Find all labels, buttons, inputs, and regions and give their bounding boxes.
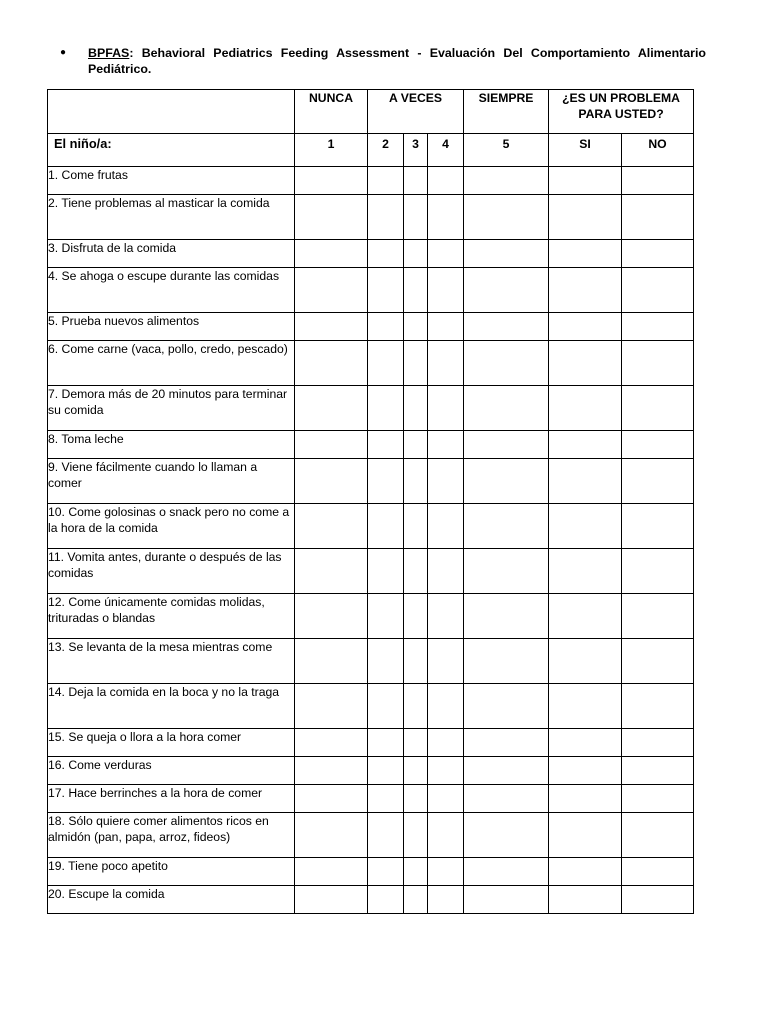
answer-2-cell[interactable] bbox=[368, 459, 404, 504]
question-text: 15. Se queja o llora a la hora comer bbox=[48, 729, 295, 757]
answer-3-cell[interactable] bbox=[404, 813, 428, 858]
answer-3-cell[interactable] bbox=[404, 684, 428, 729]
scale-si: SI bbox=[549, 134, 622, 167]
heading-text bbox=[88, 45, 706, 77]
question-row bbox=[48, 195, 694, 240]
answer-2-cell[interactable] bbox=[368, 240, 404, 268]
answer-1-cell[interactable] bbox=[295, 240, 368, 268]
answer-4-cell[interactable] bbox=[428, 684, 464, 729]
question-row bbox=[48, 757, 694, 785]
child-label: El niño/a: bbox=[48, 134, 295, 167]
answer-4-cell[interactable] bbox=[428, 858, 464, 886]
answer-5-cell[interactable] bbox=[464, 757, 549, 785]
header-row-frequency bbox=[48, 90, 694, 134]
answer-1-cell[interactable] bbox=[295, 813, 368, 858]
answer-1-cell[interactable] bbox=[295, 341, 368, 386]
scale-2: 2 bbox=[368, 134, 404, 167]
answer-1-cell[interactable] bbox=[295, 167, 368, 195]
answer-3-cell[interactable] bbox=[404, 195, 428, 240]
answer-si-cell[interactable] bbox=[549, 313, 622, 341]
answer-1-cell[interactable] bbox=[295, 313, 368, 341]
answer-3-cell[interactable] bbox=[404, 886, 428, 914]
answer-3-cell[interactable] bbox=[404, 459, 428, 504]
answer-5-cell[interactable] bbox=[464, 504, 549, 549]
question-row bbox=[48, 886, 694, 914]
answer-4-cell[interactable] bbox=[428, 459, 464, 504]
answer-2-cell[interactable] bbox=[368, 858, 404, 886]
answer-1-cell[interactable] bbox=[295, 785, 368, 813]
answer-4-cell[interactable] bbox=[428, 886, 464, 914]
answer-no-cell[interactable] bbox=[622, 729, 694, 757]
answer-5-cell[interactable] bbox=[464, 431, 549, 459]
question-text: 8. Toma leche bbox=[48, 431, 295, 459]
answer-4-cell[interactable] bbox=[428, 431, 464, 459]
answer-5-cell[interactable] bbox=[464, 167, 549, 195]
answer-si-cell[interactable] bbox=[549, 268, 622, 313]
header-a-veces: A VECES bbox=[368, 90, 464, 134]
answer-5-cell[interactable] bbox=[464, 549, 549, 594]
answer-3-cell[interactable] bbox=[404, 858, 428, 886]
answer-3-cell[interactable] bbox=[404, 386, 428, 431]
answer-1-cell[interactable] bbox=[295, 195, 368, 240]
answer-no-cell[interactable] bbox=[622, 313, 694, 341]
heading-title: : Behavioral Pediatrics Feeding Assessment - Evaluación Del Comportamiento Alimentario Pediátrico. bbox=[88, 46, 706, 76]
answer-4-cell[interactable] bbox=[428, 549, 464, 594]
answer-si-cell[interactable] bbox=[549, 684, 622, 729]
answer-5-cell[interactable] bbox=[464, 886, 549, 914]
heading-abbreviation: BPFAS bbox=[88, 46, 130, 60]
answer-si-cell[interactable] bbox=[549, 757, 622, 785]
answer-2-cell[interactable] bbox=[368, 594, 404, 639]
answer-4-cell[interactable] bbox=[428, 167, 464, 195]
answer-2-cell[interactable] bbox=[368, 757, 404, 785]
answer-5-cell[interactable] bbox=[464, 313, 549, 341]
answer-4-cell[interactable] bbox=[428, 813, 464, 858]
question-text: 4. Se ahoga o escupe durante las comidas bbox=[48, 268, 295, 313]
answer-si-cell[interactable] bbox=[549, 639, 622, 684]
question-text: 1. Come frutas bbox=[48, 167, 295, 195]
answer-2-cell[interactable] bbox=[368, 268, 404, 313]
answer-no-cell[interactable] bbox=[622, 240, 694, 268]
answer-si-cell[interactable] bbox=[549, 459, 622, 504]
question-row bbox=[48, 549, 694, 594]
answer-2-cell[interactable] bbox=[368, 313, 404, 341]
answer-1-cell[interactable] bbox=[295, 504, 368, 549]
answer-no-cell[interactable] bbox=[622, 886, 694, 914]
answer-1-cell[interactable] bbox=[295, 757, 368, 785]
answer-2-cell[interactable] bbox=[368, 167, 404, 195]
question-row bbox=[48, 504, 694, 549]
answer-5-cell[interactable] bbox=[464, 785, 549, 813]
answer-4-cell[interactable] bbox=[428, 195, 464, 240]
answer-3-cell[interactable] bbox=[404, 785, 428, 813]
answer-si-cell[interactable] bbox=[549, 431, 622, 459]
answer-3-cell[interactable] bbox=[404, 729, 428, 757]
question-text: 16. Come verduras bbox=[48, 757, 295, 785]
question-text: 2. Tiene problemas al masticar la comida bbox=[48, 195, 295, 240]
answer-4-cell[interactable] bbox=[428, 504, 464, 549]
question-text: 14. Deja la comida en la boca y no la traga bbox=[48, 684, 295, 729]
answer-no-cell[interactable] bbox=[622, 268, 694, 313]
answer-si-cell[interactable] bbox=[549, 886, 622, 914]
question-text: 5. Prueba nuevos alimentos bbox=[48, 313, 295, 341]
question-row bbox=[48, 729, 694, 757]
header-siempre: SIEMPRE bbox=[464, 90, 549, 134]
scale-5: 5 bbox=[464, 134, 549, 167]
answer-2-cell[interactable] bbox=[368, 684, 404, 729]
answer-5-cell[interactable] bbox=[464, 858, 549, 886]
scale-4: 4 bbox=[428, 134, 464, 167]
answer-1-cell[interactable] bbox=[295, 684, 368, 729]
answer-5-cell[interactable] bbox=[464, 459, 549, 504]
question-text: 19. Tiene poco apetito bbox=[48, 858, 295, 886]
answer-1-cell[interactable] bbox=[295, 431, 368, 459]
answer-4-cell[interactable] bbox=[428, 341, 464, 386]
answer-1-cell[interactable] bbox=[295, 639, 368, 684]
question-row bbox=[48, 167, 694, 195]
question-text: 11. Vomita antes, durante o después de las comidas bbox=[48, 549, 295, 594]
answer-si-cell[interactable] bbox=[549, 785, 622, 813]
question-row bbox=[48, 268, 694, 313]
question-text: 10. Come golosinas o snack pero no come a la hora de la comida bbox=[48, 504, 295, 549]
question-row bbox=[48, 639, 694, 684]
answer-2-cell[interactable] bbox=[368, 729, 404, 757]
answer-si-cell[interactable] bbox=[549, 504, 622, 549]
answer-1-cell[interactable] bbox=[295, 886, 368, 914]
question-text: 7. Demora más de 20 minutos para terminar su comida bbox=[48, 386, 295, 431]
answer-no-cell[interactable] bbox=[622, 594, 694, 639]
answer-3-cell[interactable] bbox=[404, 240, 428, 268]
answer-si-cell[interactable] bbox=[549, 167, 622, 195]
answer-2-cell[interactable] bbox=[368, 195, 404, 240]
answer-no-cell[interactable] bbox=[622, 195, 694, 240]
answer-1-cell[interactable] bbox=[295, 729, 368, 757]
answer-3-cell[interactable] bbox=[404, 341, 428, 386]
answer-4-cell[interactable] bbox=[428, 313, 464, 341]
question-text: 12. Come únicamente comidas molidas, trituradas o blandas bbox=[48, 594, 295, 639]
header-row-scale bbox=[48, 134, 694, 167]
answer-4-cell[interactable] bbox=[428, 594, 464, 639]
answer-3-cell[interactable] bbox=[404, 431, 428, 459]
answer-2-cell[interactable] bbox=[368, 813, 404, 858]
answer-no-cell[interactable] bbox=[622, 386, 694, 431]
scale-no: NO bbox=[622, 134, 694, 167]
answer-3-cell[interactable] bbox=[404, 549, 428, 594]
answer-si-cell[interactable] bbox=[549, 240, 622, 268]
answer-5-cell[interactable] bbox=[464, 684, 549, 729]
bpfas-table bbox=[47, 89, 694, 914]
answer-5-cell[interactable] bbox=[464, 729, 549, 757]
answer-no-cell[interactable] bbox=[622, 431, 694, 459]
answer-no-cell[interactable] bbox=[622, 549, 694, 594]
answer-no-cell[interactable] bbox=[622, 813, 694, 858]
answer-1-cell[interactable] bbox=[295, 858, 368, 886]
answer-2-cell[interactable] bbox=[368, 886, 404, 914]
answer-4-cell[interactable] bbox=[428, 729, 464, 757]
question-row bbox=[48, 240, 694, 268]
answer-si-cell[interactable] bbox=[549, 386, 622, 431]
answer-5-cell[interactable] bbox=[464, 594, 549, 639]
scale-1: 1 bbox=[295, 134, 368, 167]
answer-3-cell[interactable] bbox=[404, 594, 428, 639]
answer-3-cell[interactable] bbox=[404, 504, 428, 549]
answer-2-cell[interactable] bbox=[368, 639, 404, 684]
answer-5-cell[interactable] bbox=[464, 813, 549, 858]
answer-no-cell[interactable] bbox=[622, 785, 694, 813]
bullet-icon: ● bbox=[60, 47, 67, 58]
answer-4-cell[interactable] bbox=[428, 268, 464, 313]
answer-3-cell[interactable] bbox=[404, 167, 428, 195]
answer-3-cell[interactable] bbox=[404, 313, 428, 341]
question-row bbox=[48, 785, 694, 813]
header-es-un-problema bbox=[549, 90, 694, 134]
answer-4-cell[interactable] bbox=[428, 785, 464, 813]
answer-2-cell[interactable] bbox=[368, 549, 404, 594]
answer-2-cell[interactable] bbox=[368, 386, 404, 431]
answer-3-cell[interactable] bbox=[404, 268, 428, 313]
answer-5-cell[interactable] bbox=[464, 639, 549, 684]
question-text: 6. Come carne (vaca, pollo, credo, pescado) bbox=[48, 341, 295, 386]
question-text: 13. Se levanta de la mesa mientras come bbox=[48, 639, 295, 684]
header-nunca: NUNCA bbox=[295, 90, 368, 134]
answer-5-cell[interactable] bbox=[464, 341, 549, 386]
answer-si-cell[interactable] bbox=[549, 195, 622, 240]
header-problema-line2: PARA USTED? bbox=[578, 107, 664, 121]
answer-2-cell[interactable] bbox=[368, 785, 404, 813]
answer-si-cell[interactable] bbox=[549, 858, 622, 886]
answer-si-cell[interactable] bbox=[549, 549, 622, 594]
question-row bbox=[48, 813, 694, 858]
question-text: 3. Disfruta de la comida bbox=[48, 240, 295, 268]
question-row bbox=[48, 386, 694, 431]
answer-5-cell[interactable] bbox=[464, 195, 549, 240]
question-row bbox=[48, 313, 694, 341]
question-row bbox=[48, 341, 694, 386]
answer-no-cell[interactable] bbox=[622, 757, 694, 785]
answer-si-cell[interactable] bbox=[549, 813, 622, 858]
answer-5-cell[interactable] bbox=[464, 268, 549, 313]
header-problema-line1: ¿ES UN PROBLEMA bbox=[562, 91, 680, 105]
answer-no-cell[interactable] bbox=[622, 167, 694, 195]
answer-si-cell[interactable] bbox=[549, 729, 622, 757]
answer-4-cell[interactable] bbox=[428, 639, 464, 684]
header-blank-cell bbox=[48, 90, 295, 134]
answer-1-cell[interactable] bbox=[295, 549, 368, 594]
answer-5-cell[interactable] bbox=[464, 240, 549, 268]
question-row bbox=[48, 459, 694, 504]
answer-si-cell[interactable] bbox=[549, 341, 622, 386]
answer-1-cell[interactable] bbox=[295, 594, 368, 639]
question-text: 18. Sólo quiere comer alimentos ricos en almidón (pan, papa, arroz, fideos) bbox=[48, 813, 295, 858]
answer-2-cell[interactable] bbox=[368, 504, 404, 549]
answer-no-cell[interactable] bbox=[622, 504, 694, 549]
answer-1-cell[interactable] bbox=[295, 459, 368, 504]
answer-4-cell[interactable] bbox=[428, 240, 464, 268]
answer-2-cell[interactable] bbox=[368, 431, 404, 459]
answer-3-cell[interactable] bbox=[404, 639, 428, 684]
answer-1-cell[interactable] bbox=[295, 268, 368, 313]
answer-no-cell[interactable] bbox=[622, 684, 694, 729]
question-text: 20. Escupe la comida bbox=[48, 886, 295, 914]
question-row bbox=[48, 684, 694, 729]
question-row bbox=[48, 431, 694, 459]
question-row bbox=[48, 858, 694, 886]
question-text: 17. Hace berrinches a la hora de comer bbox=[48, 785, 295, 813]
answer-1-cell[interactable] bbox=[295, 386, 368, 431]
question-text: 9. Viene fácilmente cuando lo llaman a comer bbox=[48, 459, 295, 504]
answer-no-cell[interactable] bbox=[622, 639, 694, 684]
answer-no-cell[interactable] bbox=[622, 459, 694, 504]
answer-4-cell[interactable] bbox=[428, 757, 464, 785]
answer-2-cell[interactable] bbox=[368, 341, 404, 386]
answer-3-cell[interactable] bbox=[404, 757, 428, 785]
answer-4-cell[interactable] bbox=[428, 386, 464, 431]
document-heading bbox=[60, 45, 706, 77]
answer-5-cell[interactable] bbox=[464, 386, 549, 431]
question-row bbox=[48, 594, 694, 639]
scale-3: 3 bbox=[404, 134, 428, 167]
answer-no-cell[interactable] bbox=[622, 341, 694, 386]
answer-no-cell[interactable] bbox=[622, 858, 694, 886]
answer-si-cell[interactable] bbox=[549, 594, 622, 639]
